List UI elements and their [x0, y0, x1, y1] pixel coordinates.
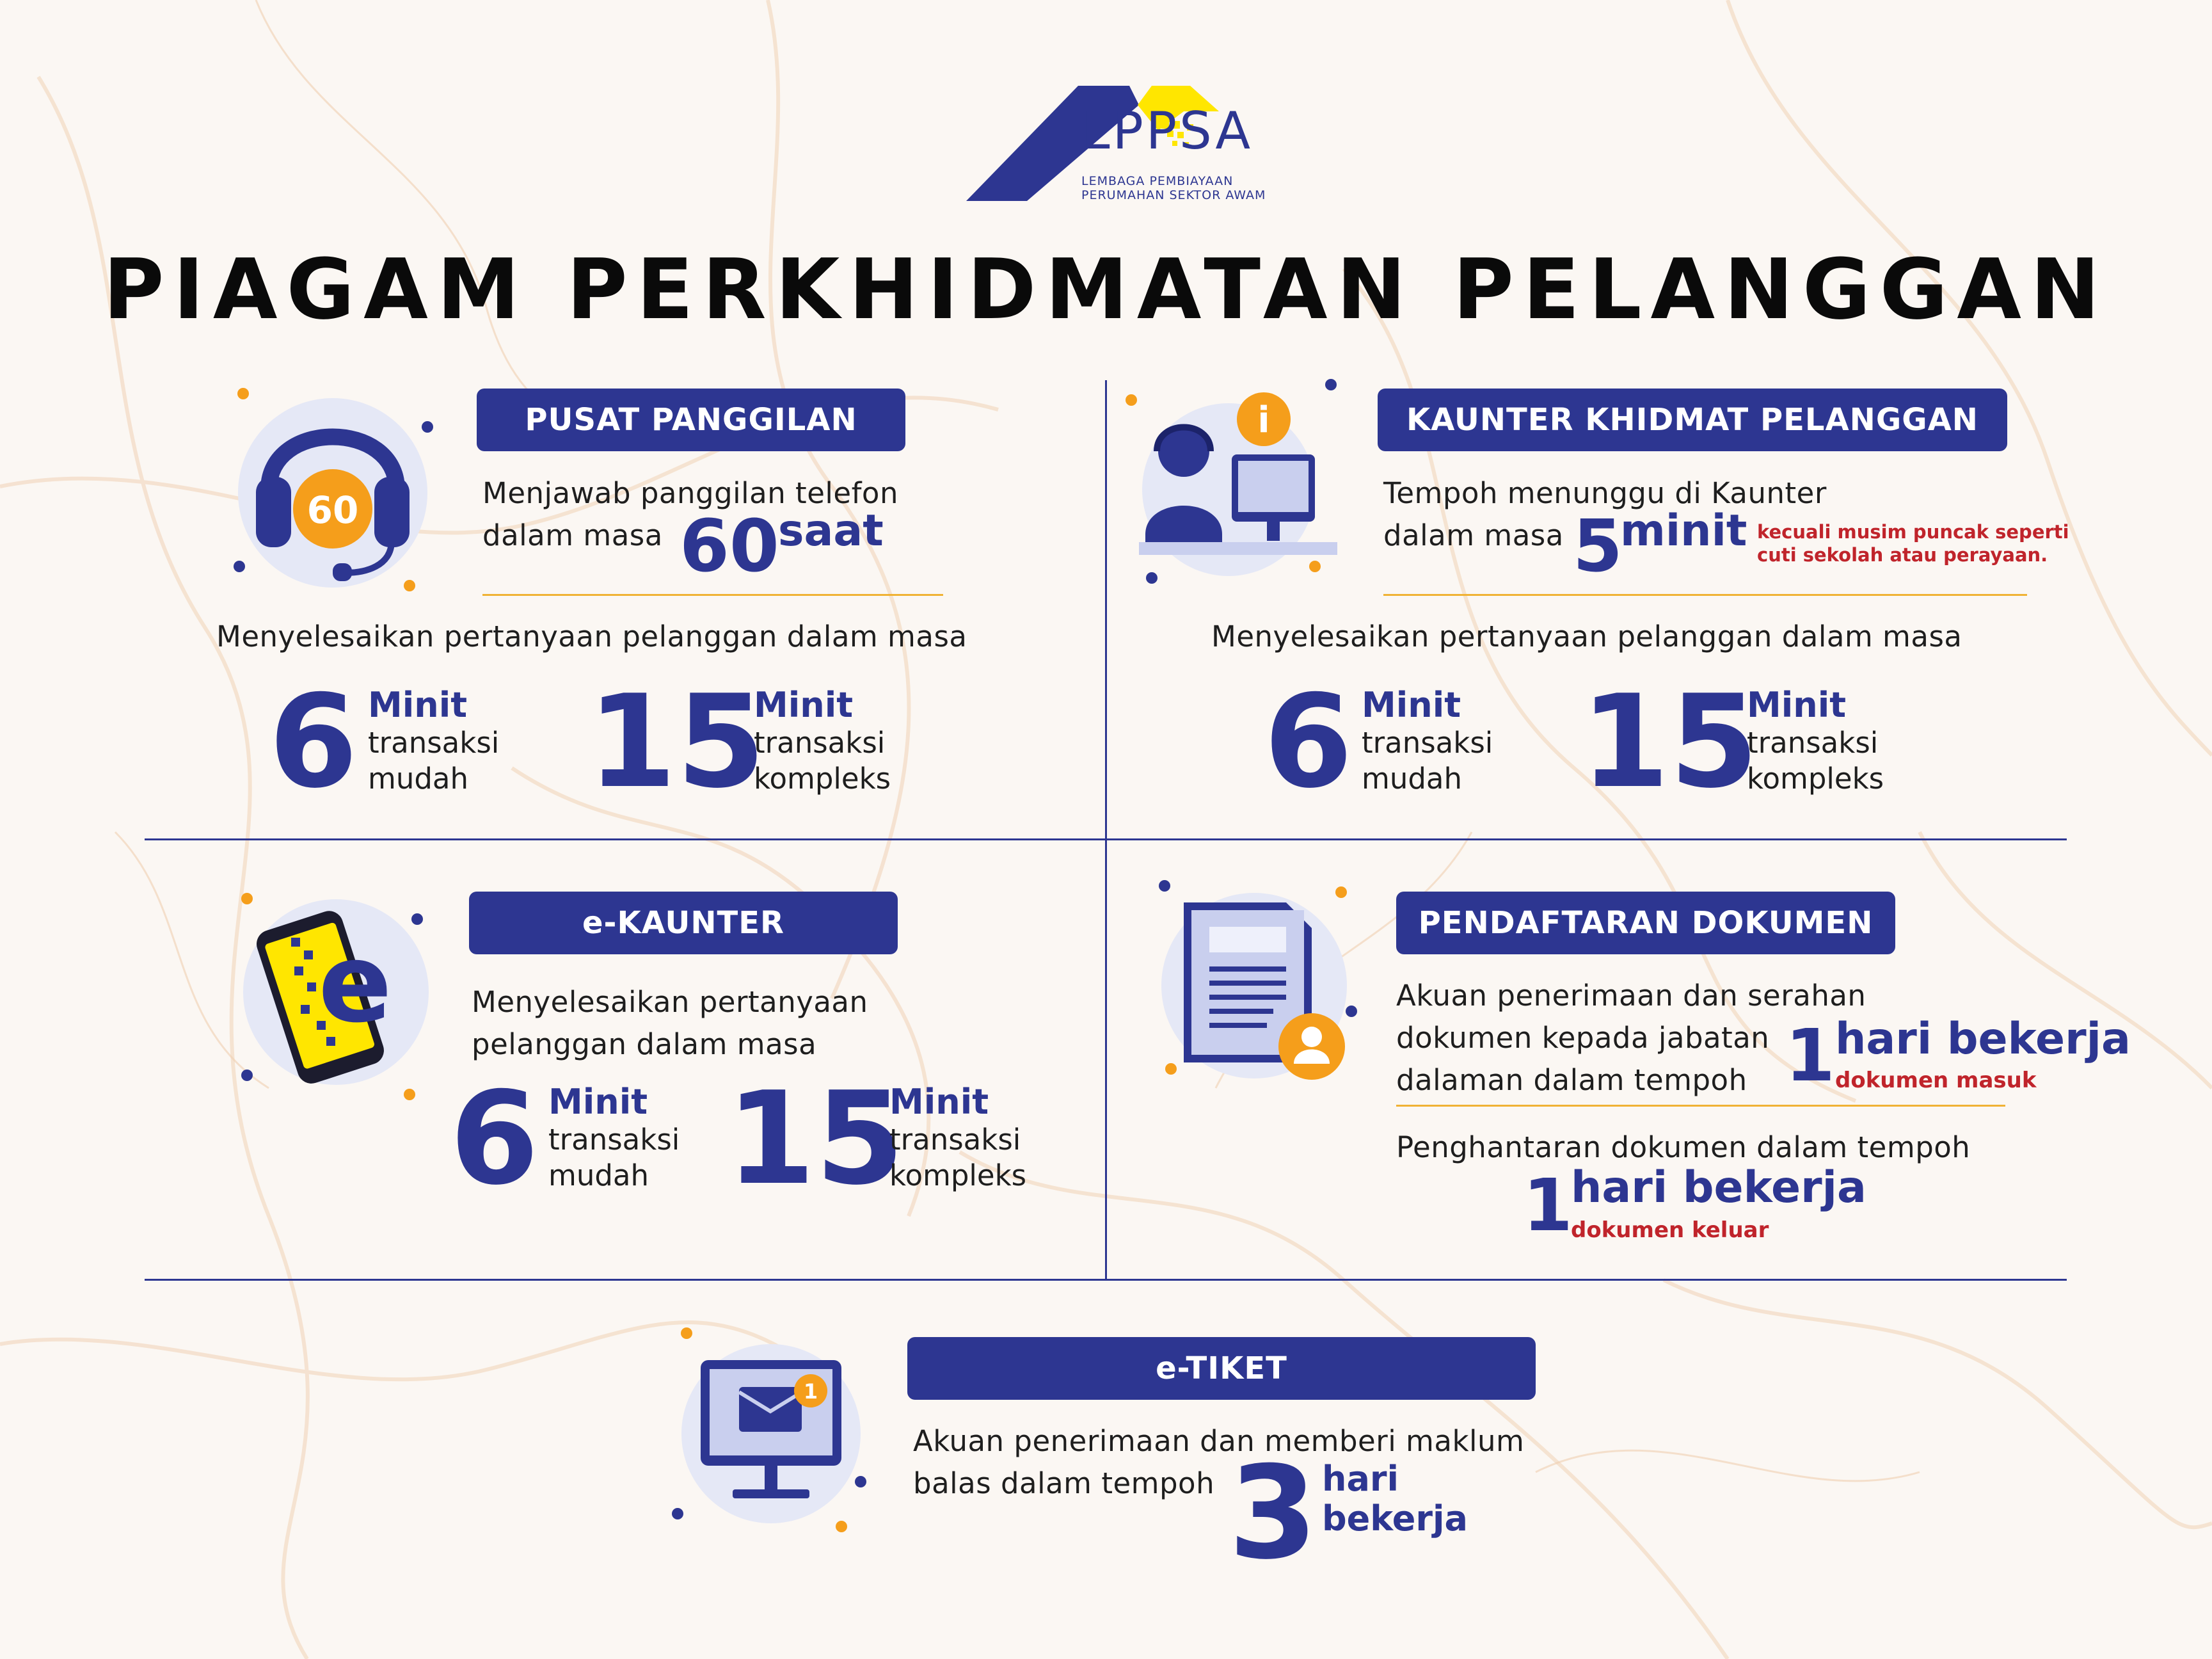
pendaftaran-out-note: dokumen keluar	[1571, 1217, 1769, 1243]
horizontal-divider-top	[145, 838, 2067, 840]
vertical-divider	[1105, 380, 1107, 1279]
headset-icon-label: 60	[306, 488, 359, 532]
etiket-unit1: hari	[1322, 1459, 1399, 1499]
kaunter-complex-desc2: kompleks	[1747, 762, 1884, 796]
etiket-line2: balas dalam tempoh	[913, 1466, 1215, 1500]
pendaftaran-in-number: 1	[1785, 1014, 1835, 1098]
etiket-number: 3	[1229, 1439, 1318, 1588]
pendaftaran-out-unit: hari bekerja	[1571, 1162, 1866, 1213]
logo-subtitle-line2: PERUMAHAN SEKTOR AWAM	[1081, 188, 1266, 202]
heading-e-tiket: e-TIKET	[907, 1337, 1536, 1400]
heading-pendaftaran-dokumen: PENDAFTARAN DOKUMEN	[1396, 892, 1895, 954]
pusat-simple-desc1: transaksi	[368, 726, 500, 760]
pusat-resolve-text: Menyelesaikan pertanyaan pelanggan dalam masa	[216, 620, 967, 653]
pusat-answer-unit: saat	[778, 506, 884, 556]
kaunter-simple-desc2: mudah	[1362, 762, 1463, 796]
lppsa-logo	[966, 86, 1266, 204]
logo-subtitle-line1: LEMBAGA PEMBIAYAAN	[1081, 174, 1234, 188]
kaunter-simple-number: 6	[1264, 668, 1353, 817]
pusat-simple-number: 6	[269, 668, 358, 817]
pusat-line1: Menjawab panggilan telefon	[482, 476, 898, 510]
notification-badge-label: 1	[803, 1379, 818, 1404]
ekaunter-complex-number: 15	[726, 1064, 905, 1214]
kaunter-wait-unit: minit	[1620, 506, 1747, 556]
page-title: PIAGAM PERKHIDMATAN PELANGGAN	[103, 241, 2109, 338]
pusat-separator	[482, 594, 943, 596]
etiket-unit2: bekerja	[1322, 1498, 1468, 1539]
ekaunter-simple-unit: Minit	[548, 1082, 648, 1122]
heading-e-kaunter: e-KAUNTER	[469, 892, 898, 954]
ekaunter-complex-unit: Minit	[889, 1082, 989, 1122]
pusat-answer-number: 60	[680, 505, 779, 588]
ekaunter-simple-desc2: mudah	[548, 1158, 649, 1192]
customer-service-counter-icon	[1120, 374, 1363, 592]
pusat-simple-desc2: mudah	[368, 762, 469, 796]
heading-kaunter-khidmat-pelanggan: KAUNTER KHIDMAT PELANGGAN	[1378, 389, 2007, 451]
pendaftaran-separator	[1396, 1105, 2005, 1107]
etiket-line1: Akuan penerimaan dan memberi maklum	[913, 1424, 1525, 1458]
pendaftaran-in-note: dokumen masuk	[1835, 1068, 2037, 1093]
kaunter-complex-unit: Minit	[1747, 685, 1847, 725]
ekaunter-complex-desc2: kompleks	[889, 1158, 1027, 1192]
pendaftaran-line2: dokumen kepada jabatan	[1396, 1021, 1770, 1055]
pendaftaran-line3: dalaman dalam tempoh	[1396, 1063, 1747, 1097]
logo-name: LPPSA	[1081, 101, 1253, 161]
kaunter-wait-number: 5	[1573, 505, 1623, 588]
pusat-complex-desc1: transaksi	[754, 726, 886, 760]
e-letter-label: e	[318, 920, 392, 1047]
kaunter-note-line2: cuti sekolah atau perayaan.	[1757, 544, 2048, 566]
ekaunter-complex-desc1: transaksi	[889, 1123, 1021, 1157]
ekaunter-simple-number: 6	[450, 1064, 539, 1214]
pusat-complex-desc2: kompleks	[754, 762, 891, 796]
pusat-complex-number: 15	[587, 668, 766, 817]
pendaftaran-in-unit: hari bekerja	[1835, 1014, 2131, 1064]
kaunter-complex-number: 15	[1580, 668, 1759, 817]
pusat-simple-unit: Minit	[368, 685, 468, 725]
kaunter-note-line1: kecuali musim puncak seperti	[1757, 521, 2069, 543]
document-registration-icon	[1145, 877, 1363, 1088]
e-tiket-monitor-icon	[669, 1322, 867, 1533]
pendaftaran-line1: Akuan penerimaan dan serahan	[1396, 979, 1866, 1013]
ekaunter-line1: Menyelesaikan pertanyaan	[472, 985, 868, 1019]
pendaftaran-out-text: Penghantaran dokumen dalam tempoh	[1396, 1130, 1971, 1164]
kaunter-complex-desc1: transaksi	[1747, 726, 1879, 760]
kaunter-resolve-text: Menyelesaikan pertanyaan pelanggan dalam masa	[1211, 620, 1962, 653]
kaunter-separator	[1383, 594, 2027, 596]
heading-pusat-panggilan: PUSAT PANGGILAN	[477, 389, 905, 451]
kaunter-line1: Tempoh menunggu di Kaunter	[1383, 476, 1827, 510]
kaunter-simple-desc1: transaksi	[1362, 726, 1493, 760]
horizontal-divider-bottom	[145, 1279, 2067, 1281]
pendaftaran-out-number: 1	[1523, 1164, 1573, 1247]
e-kaunter-phone-icon	[230, 890, 435, 1101]
ekaunter-line2: pelanggan dalam masa	[472, 1027, 817, 1061]
pusat-complex-unit: Minit	[754, 685, 854, 725]
logo-subtitle	[1081, 174, 1266, 202]
headset-icon	[224, 381, 442, 598]
ekaunter-simple-desc1: transaksi	[548, 1123, 680, 1157]
kaunter-line2: dalam masa	[1383, 518, 1564, 552]
pusat-line2: dalam masa	[482, 518, 663, 552]
info-badge-label: i	[1257, 399, 1270, 441]
kaunter-simple-unit: Minit	[1362, 685, 1461, 725]
